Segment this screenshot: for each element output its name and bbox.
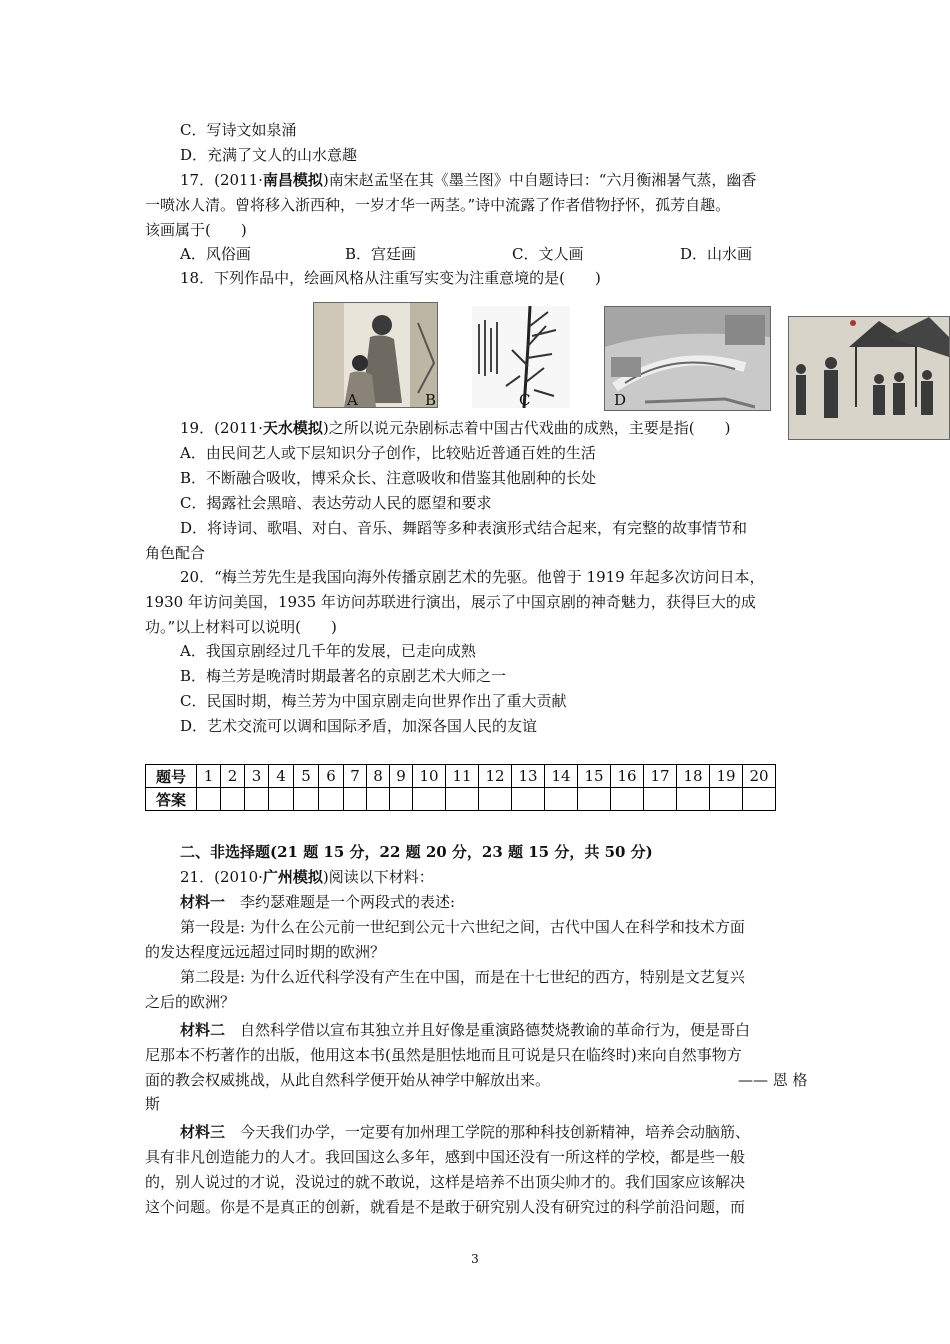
q20-line1: 20．“梅兰芳先生是我国向海外传播京剧艺术的先驱。他曾于 1919 年起多次访问日本，	[180, 568, 765, 586]
answer-cell[interactable]	[677, 788, 710, 811]
q20-option-a: A．我国京剧经过几千年的发展，已走向成熟	[180, 642, 476, 660]
q19-option-c: C．揭露社会黑暗、表达劳动人民的愿望和要求	[180, 494, 492, 512]
answer-cell[interactable]	[611, 788, 644, 811]
material-1-p1-line1: 第一段是: 为什么在公元前一世纪到公元十六世纪之间，古代中国人在科学和技术方面	[180, 918, 745, 936]
q20-line2: 1930 年访问美国，1935 年访问苏联进行演出，展示了中国京剧的神奇魅力，获得巨大的成	[145, 593, 756, 611]
material-3-line2: 具有非凡创造能力的人才。我回国这么多年，感到中国还没有一所这样的学校，都是些一般	[145, 1148, 746, 1166]
q17-option-d: D．山水画	[680, 245, 753, 263]
q20-option-d: D．艺术交流可以调和国际矛盾，加深各国人民的友谊	[180, 717, 538, 735]
q17-line1	[180, 170, 756, 190]
q17-number: 17．(2011·	[180, 171, 263, 189]
material-1-p2-line2: 之后的欧洲？	[145, 993, 236, 1011]
answer-cell[interactable]	[294, 788, 319, 811]
answer-cell[interactable]	[479, 788, 512, 811]
image-label-a: A	[347, 391, 358, 409]
image-label-b: B	[425, 391, 437, 409]
q21-text: )阅读以下材料：	[322, 868, 434, 886]
table-cell-number: 11	[446, 765, 479, 788]
table-cell-number: 7	[344, 765, 367, 788]
table-cell-number: 13	[512, 765, 545, 788]
image-label-c: C	[519, 391, 531, 409]
option-c-text: C．写诗文如泉涌	[180, 121, 297, 139]
table-cell-number: 15	[578, 765, 611, 788]
q21-source: 广州模拟	[262, 868, 323, 886]
material-3-line4: 这个问题。你是不是真正的创新，就看是不是敢于研究别人没有研究过的科学前沿问题，而	[145, 1198, 746, 1216]
q19-line1	[180, 418, 730, 438]
answer-cell[interactable]	[743, 788, 776, 811]
table-cell-number: 2	[221, 765, 245, 788]
q21-line1	[180, 867, 434, 887]
image-label-d: D	[614, 391, 627, 409]
q19-number: 19．(2011·	[180, 419, 263, 437]
q21-number: 21．(2010·	[180, 868, 263, 886]
material-1-p1-line2: 的发达程度远远超过同时期的欧洲？	[145, 943, 386, 961]
table-cell-number: 12	[479, 765, 512, 788]
table-cell-number: 17	[644, 765, 677, 788]
answer-cell[interactable]	[245, 788, 269, 811]
table-cell-number: 14	[545, 765, 578, 788]
table-cell-number: 10	[413, 765, 446, 788]
material-2-line4: 斯	[145, 1095, 161, 1113]
table-cell-number: 5	[294, 765, 319, 788]
answer-cell[interactable]	[710, 788, 743, 811]
q17-line2: 一喷冰人清。曾将移入浙西种，一岁才华一两茎。”诗中流露了作者借物抒怀，孤芳自趣。	[145, 196, 731, 214]
page-number: 3	[471, 1252, 479, 1266]
answer-cell[interactable]	[269, 788, 294, 811]
q17-option-b: B．宫廷画	[345, 245, 417, 263]
table-row-numbers	[146, 765, 776, 788]
painting-c-image	[604, 306, 771, 411]
answer-cell[interactable]	[221, 788, 245, 811]
q20-option-c: C．民国时期，梅兰芳为中国京剧走向世界作出了重大贡献	[180, 692, 567, 710]
material-3-text: 今天我们办学，一定要有加州理工学院的那种科技创新精神，培养会动脑筋、	[225, 1123, 751, 1141]
q18-text: 18．下列作品中，绘画风格从注重写实变为注重意境的是( )	[180, 269, 601, 287]
material-2-line1	[180, 1020, 750, 1040]
table-header-answer: 答案	[146, 788, 197, 811]
table-cell-number: 19	[710, 765, 743, 788]
q20-line3: 功。”以上材料可以说明( )	[145, 618, 337, 636]
q17-line3: 该画属于( )	[145, 221, 247, 239]
table-cell-number: 9	[390, 765, 413, 788]
q19-text: )之所以说元杂剧标志着中国古代戏曲的成熟，主要是指( )	[322, 419, 731, 437]
table-cell-number: 4	[269, 765, 294, 788]
material-1-p2-line1: 第二段是: 为什么近代科学没有产生在中国，而是在十七世纪的西方，特别是文艺复兴	[180, 968, 745, 986]
material-2-line3: 面的教会权威挑战，从此自然科学便开始从神学中解放出来。	[145, 1071, 551, 1089]
table-cell-number: 8	[367, 765, 390, 788]
q17-option-a: A．风俗画	[180, 245, 251, 263]
answer-cell[interactable]	[578, 788, 611, 811]
material-3-line3: 的，别人说过的才说，没说过的就不敢说，这样是培养不出顶尖帅才的。我们国家应该解决	[145, 1173, 746, 1191]
table-cell-number: 16	[611, 765, 644, 788]
q17-option-c: C．文人画	[512, 245, 584, 263]
material-1-line	[180, 892, 455, 912]
q19-source: 天水模拟	[262, 419, 323, 437]
q19-option-b: B．不断融合吸收，博采众长、注意吸收和借鉴其他剧种的长处	[180, 469, 597, 487]
material-2-label: 材料二	[180, 1021, 226, 1039]
answer-cell[interactable]	[446, 788, 479, 811]
q17-text: )南宋赵孟坚在其《墨兰图》中自题诗曰：“六月衡湘暑气蒸，幽香	[322, 171, 757, 189]
answer-cell[interactable]	[390, 788, 413, 811]
answer-table	[145, 764, 776, 811]
answer-cell[interactable]	[197, 788, 221, 811]
material-3-label: 材料三	[180, 1123, 226, 1141]
material-2-signature: —— 恩 格	[738, 1071, 808, 1089]
answer-cell[interactable]	[413, 788, 446, 811]
painting-d-image	[788, 316, 950, 440]
q20-option-b: B．梅兰芳是晚清时期最著名的京剧艺术大师之一	[180, 667, 507, 685]
q19-option-a: A．由民间艺人或下层知识分子创作，比较贴近普通百姓的生活	[180, 444, 596, 462]
painting-a-image	[313, 302, 438, 408]
q17-source: 南昌模拟	[262, 171, 323, 189]
answer-cell[interactable]	[344, 788, 367, 811]
answer-cell[interactable]	[644, 788, 677, 811]
table-cell-number: 1	[197, 765, 221, 788]
answer-cell[interactable]	[512, 788, 545, 811]
material-2-text: 自然科学借以宣布其独立并且好像是重演路德焚烧教谕的革命行为，便是哥白	[225, 1021, 751, 1039]
q19-option-d-line2: 角色配合	[145, 544, 206, 562]
answer-cell[interactable]	[319, 788, 344, 811]
material-2-line2: 尼那本不朽著作的出版，他用这本书(虽然是胆怯地而且可说是只在临终时)来向自然事物方	[145, 1046, 742, 1064]
q19-option-d-line1: D．将诗词、歌唱、对白、音乐、舞蹈等多种表演形式结合起来，有完整的故事情节和	[180, 519, 748, 537]
answer-cell[interactable]	[367, 788, 390, 811]
table-header-number: 题号	[146, 765, 197, 788]
answer-cell[interactable]	[545, 788, 578, 811]
table-cell-number: 18	[677, 765, 710, 788]
table-cell-number: 6	[319, 765, 344, 788]
option-d-text: D．充满了文人的山水意趣	[180, 146, 358, 164]
section-2-heading: 二、非选择题(21 题 15 分，22 题 20 分，23 题 15 分，共 50 分)	[180, 843, 653, 861]
material-3-line1	[180, 1122, 750, 1142]
table-row-answers	[146, 788, 776, 811]
table-cell-number: 20	[743, 765, 776, 788]
material-1-text: 李约瑟难题是一个两段式的表述:	[225, 893, 456, 911]
table-cell-number: 3	[245, 765, 269, 788]
material-1-label: 材料一	[180, 893, 226, 911]
